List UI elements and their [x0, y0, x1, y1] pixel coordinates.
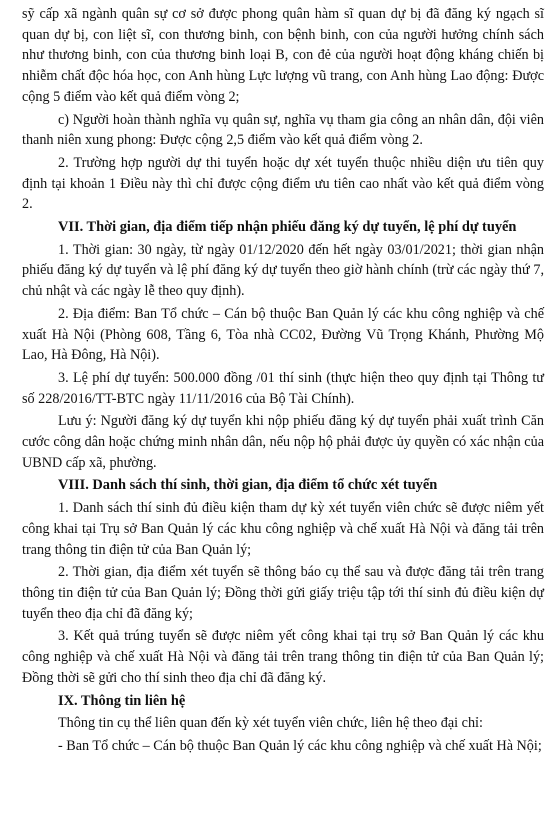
section-7-item-2: 2. Địa điểm: Ban Tổ chức – Cán bộ thuộc Ban Quản lý các khu công nghiệp và chế xuất Hà Nội (Phòng 608, Tầng 6, Tòa nhà CC02, Đường Vũ Trọng Khánh, Phường Mộ Lao, Hà Đông, Hà Nội).: [22, 305, 544, 364]
section-9-contact-item: - Ban Tổ chức – Cán bộ thuộc Ban Quản lý các khu công nghiệp và chế xuất Hà Nội;: [58, 737, 542, 754]
section-7-heading: VII. Thời gian, địa điểm tiếp nhận phiếu đăng ký dự tuyển, lệ phí dự tuyển: [58, 219, 517, 236]
section-9-heading: IX. Thông tin liên hệ: [58, 692, 186, 709]
paragraph-priority-a-continued: sỹ cấp xã ngành quân sự cơ sở được phong quân hàm sĩ quan dự bị đã đăng ký ngạch sĩ quan dự bị, con liệt sĩ, con thương binh, con bệnh binh, con của người hưởng chính sách như thương binh, con của thương binh loại B, con đẻ của người hoạt động kháng chiến bị nhiễm chất độc hóa học, con Anh hùng Lực lượng vũ trang, con Anh hùng Lao động: Được cộng 5 điểm vào kết quả điểm vòng 2;: [22, 6, 544, 105]
section-8-item-2: 2. Thời gian, địa điểm xét tuyển sẽ thông báo cụ thể sau và được đăng tải trên trang thông tin điện tử của Ban Quản lý; Đồng thời gửi giấy triệu tập tới thí sinh đủ điều kiện dự tuyển theo địa chỉ đã đăng ký;: [22, 564, 544, 622]
paragraph-priority-c: c) Người hoàn thành nghĩa vụ quân sự, nghĩa vụ tham gia công an nhân dân, đội viên thanh niên xung phong: Được cộng 2,5 điểm vào kết quả điểm vòng 2.: [22, 111, 544, 149]
section-8-item-3: 3. Kết quả trúng tuyển sẽ được niêm yết công khai tại trụ sở Ban Quản lý các khu công nghiệp và chế xuất Hà Nội và đăng tải trên trang thông tin điện tử của Ban Quản lý; Đồng thời sẽ gửi cho thí sinh theo địa chỉ đã đăng ký.: [22, 628, 544, 686]
section-8-item-1: 1. Danh sách thí sinh đủ điều kiện tham dự kỳ xét tuyển viên chức sẽ được niêm yết công khai tại Trụ sở Ban Quản lý các khu công nghiệp và chế xuất Hà Nội và đăng tải trên trang thông tin điện tử của Ban Quản lý;: [22, 500, 544, 558]
section-9-contact-intro: Thông tin cụ thể liên quan đến kỳ xét tuyển viên chức, liên hệ theo đại chỉ:: [58, 715, 483, 732]
section-7-item-1: 1. Thời gian: 30 ngày, từ ngày 01/12/2020 đến hết ngày 03/01/2021; thời gian nhận phiếu đăng ký dự tuyển và lệ phí đăng ký dự tuyển theo giờ hành chính (trừ các ngày thứ 7, chủ nhật và các ngày lễ theo quy định).: [22, 241, 544, 300]
paragraph-priority-2: 2. Trường hợp người dự thi tuyển hoặc dự xét tuyển thuộc nhiều diện ưu tiên quy định tại khoản 1 Điều này thì chỉ được cộng điểm ưu tiên cao nhất vào kết quả điểm vòng 2.: [22, 154, 544, 213]
section-7-item-3: 3. Lệ phí dự tuyển: 500.000 đồng /01 thí sinh (thực hiện theo quy định tại Thông tư số 228/2016/TT-BTC ngày 11/11/2016 của Bộ Tài Chính).: [22, 369, 544, 407]
section-8-heading: VIII. Danh sách thí sinh, thời gian, địa điểm tổ chức xét tuyển: [58, 477, 438, 494]
section-7-note: Lưu ý: Người đăng ký dự tuyển khi nộp phiếu đăng ký dự tuyển phải xuất trình Căn cước công dân hoặc chứng minh nhân dân, nếu nộp hộ phải được ủy quyền có xác nhận của UBND cấp xã, phường.: [22, 413, 544, 471]
